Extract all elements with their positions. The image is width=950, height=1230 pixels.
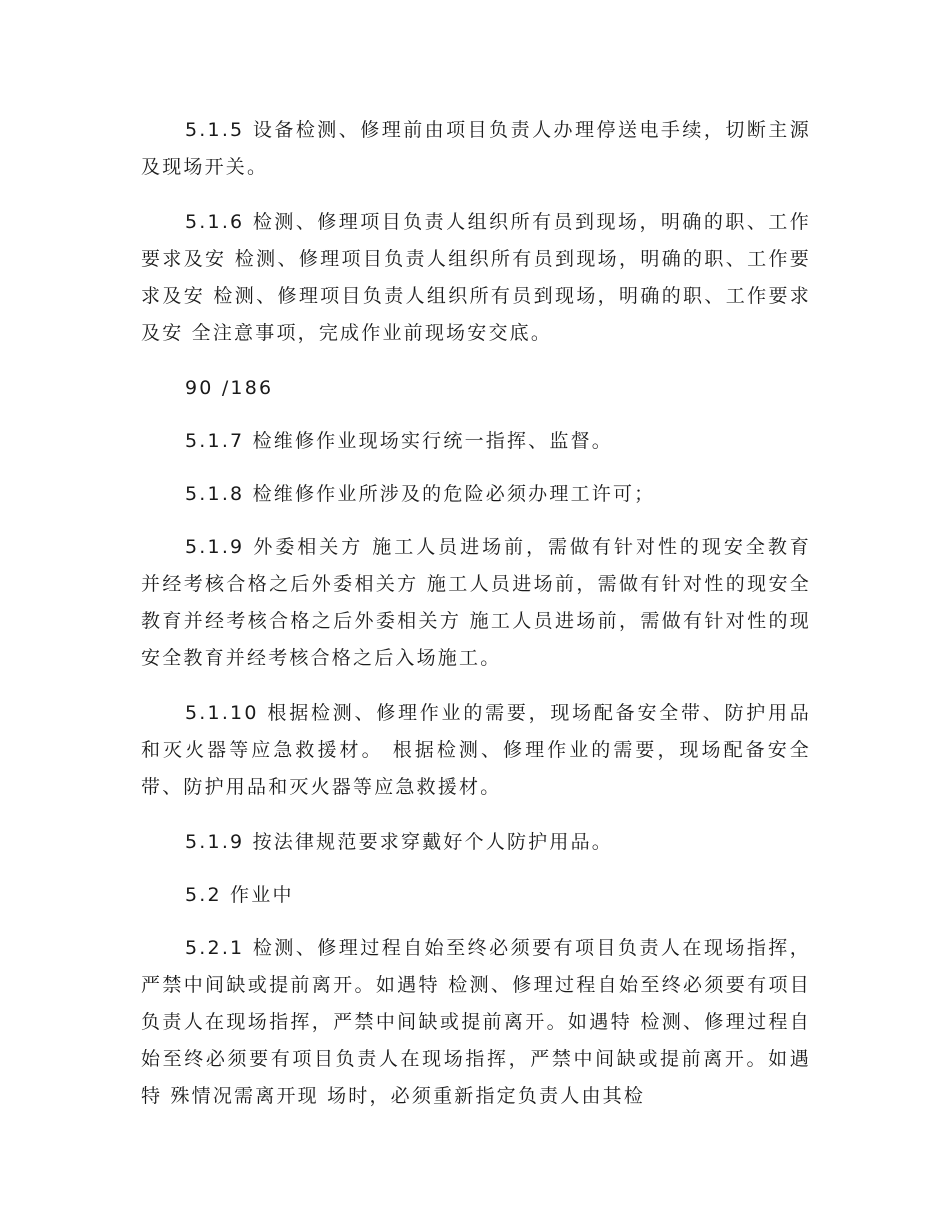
paragraph-5-1-10: 5.1.10 根据检测、修理作业的需要，现场配备安全带、防护用品和灭火器等应急救援材。 根据检测、修理作业的需要，现场配备安全带、防护用品和灭火器等应急救援材。 <box>141 702 811 798</box>
paragraph-5-1-9: 5.1.9 外委相关方 施工人员进场前，需做有针对性的现安全教育并经考核合格之后外委相关方 施工人员进场前，需做有针对性的现安全教育并经考核合格之后外委相关方 施工人员进场前，需做有针对性的现安全教育并经考核合格之后入场施工。 <box>141 536 811 669</box>
paragraph-5-1-7: 5.1.7 检维修作业现场实行统一指挥、监督。 <box>185 430 613 452</box>
document-page <box>141 112 811 1133</box>
paragraph-5-1-5: 5.1.5 设备检测、修理前由项目负责人办理停送电手续，切断主源及现场开关。 <box>141 119 811 178</box>
paragraph-5-1-9-ppe: 5.1.9 按法律规范要求穿戴好个人防护用品。 <box>185 831 613 853</box>
paragraph-5-1-8: 5.1.8 检维修作业所涉及的危险必须办理工许可； <box>185 483 656 505</box>
section-heading-5-2: 5.2 作业中 <box>185 884 294 906</box>
paragraph-5-2-1: 5.2.1 检测、修理过程自始至终必须要有项目负责人在现场指挥，严禁中间缺或提前离开。如遇特 检测、修理过程自始至终必须要有项目负责人在现场指挥，严禁中间缺或提前离开。如遇特 检测、修理过程自始至终必须要有项目负责人在现场指挥，严禁中间缺或提前离开。如遇特 殊情况需离开现 场时，必须重新指定负责人由其检 <box>141 937 811 1107</box>
paragraph-5-1-6: 5.1.6 检测、修理项目负责人组织所有员到现场，明确的职、工作要求及安 检测、修理项目负责人组织所有员到现场，明确的职、工作要求及安 检测、修理项目负责人组织所有员到现场，明确的职、工作要求及安 全注意事项，完成作业前现场安交底。 <box>141 211 811 344</box>
page-number: 90 /186 <box>185 377 274 399</box>
